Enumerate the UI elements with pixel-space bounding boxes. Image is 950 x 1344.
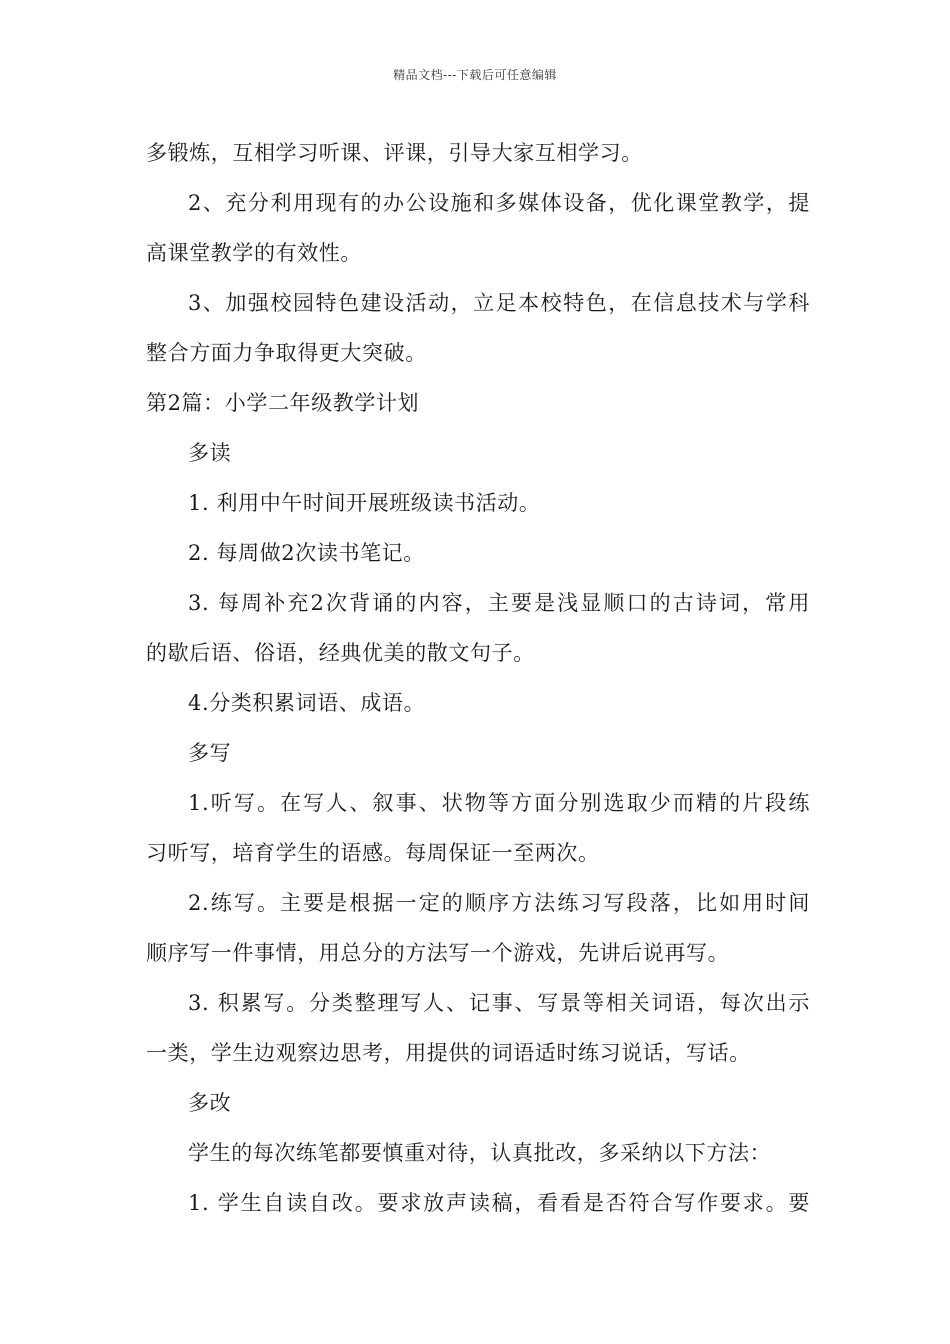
text-line: 多写 (188, 741, 232, 765)
text-line: 顺序写一件事情，用总分的方法写一个游戏，先讲后说再写。 (146, 941, 730, 965)
text-line: 整合方面力争取得更大突破。 (146, 341, 427, 365)
text-line: 的歇后语、俗语，经典优美的散文句子。 (146, 641, 535, 665)
text-line: 多读 (188, 441, 232, 465)
text-line: 多锻炼，互相学习听课、评课，引导大家互相学习。 (146, 141, 643, 165)
text-line: 2. 每周做2次读书笔记。 (188, 541, 425, 565)
text-line: 1. 利用中午时间开展班级读书活动。 (188, 491, 541, 515)
text-line: 3、加强校园特色建设活动，立足本校特色，在信息技术与学科 (188, 291, 810, 315)
document-body (146, 128, 810, 1228)
text-line: 3. 每周补充2次背诵的内容，主要是浅显顺口的古诗词，常用 (188, 591, 810, 615)
text-line: 第2篇：小学二年级教学计划 (146, 391, 420, 415)
text-line: 多改 (188, 1091, 232, 1115)
text-line: 2、充分利用现有的办公设施和多媒体设备，优化课堂教学，提 (188, 191, 810, 215)
text-line: 1. 学生自读自改。要求放声读稿，看看是否符合写作要求。要 (188, 1191, 810, 1215)
text-line: 学生的每次练笔都要慎重对待，认真批改，多采纳以下方法： (188, 1141, 772, 1165)
text-line: 习听写，培育学生的语感。每周保证一至两次。 (146, 841, 600, 865)
text-line: 4.分类积累词语、成语。 (188, 691, 426, 715)
text-line: 3. 积累写。分类整理写人、记事、写景等相关词语，每次出示 (188, 991, 810, 1015)
text-line: 1.听写。在写人、叙事、状物等方面分别选取少而精的片段练 (188, 791, 810, 815)
page-header: 精品文档---下载后可任意编辑 (393, 68, 557, 82)
text-line: 一类，学生边观察边思考，用提供的词语适时练习说话，写话。 (146, 1041, 751, 1065)
text-line: 2.练写。主要是根据一定的顺序方法练习写段落，比如用时间 (188, 891, 810, 915)
text-line: 高课堂教学的有效性。 (146, 241, 362, 265)
